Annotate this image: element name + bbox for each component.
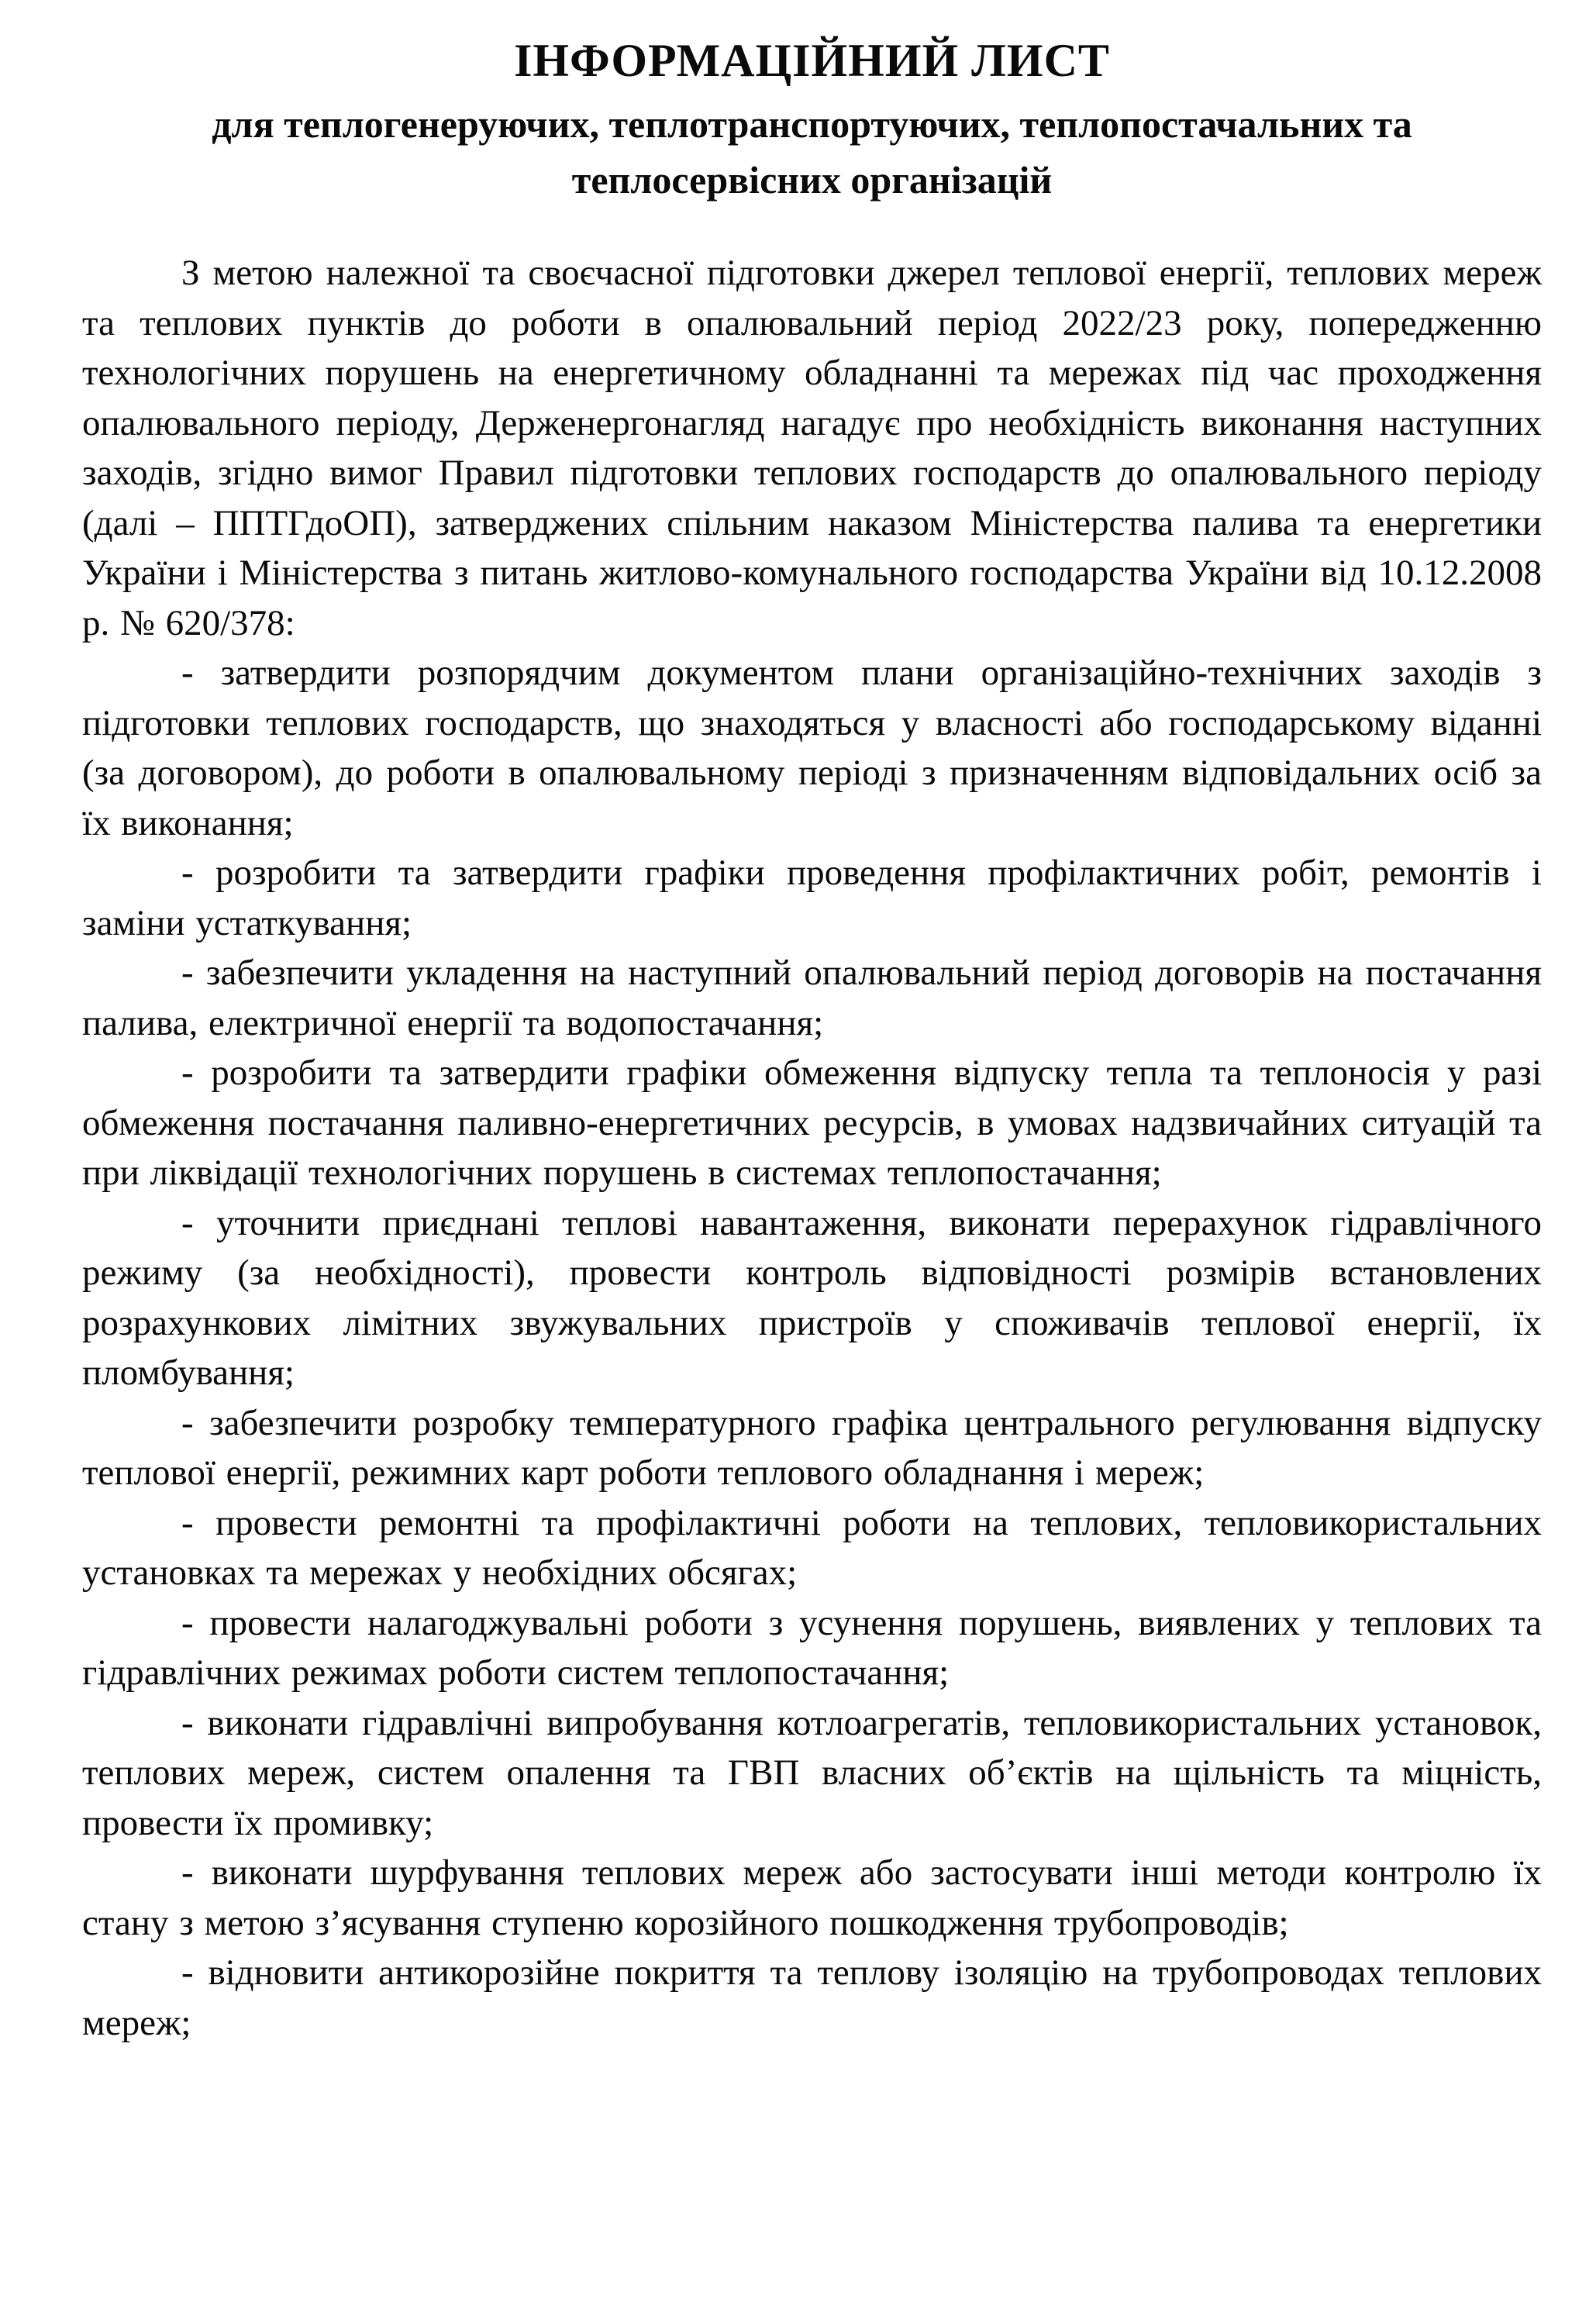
document-subtitle: для теплогенеруючих, теплотранспортуючих, теплопостачальних та теплосервісних організацій bbox=[212, 102, 1412, 202]
intro-paragraph: З метою належної та своєчасної підготовки джерел теплової енергії, теплових мереж та теплових пунктів до роботи в опалювальний період 2022/23 року, попередженню технологічних порушень на енергетичному обладнанні та мережах під час проходження опалювального періоду, Держенергонагляд нагадує про необхідність виконання наступних заходів, згідно вимог Правил підготовки теплових господарств до опалювального періоду (далі – ППТГдоОП), затверджених спільним наказом Міністерства палива та енергетики України і Міністерства з питань житлово-комунального господарства України від 10.12.2008 р. № 620/378: bbox=[82, 253, 1542, 643]
document-title: ІНФОРМАЦІЙНИЙ ЛИСТ bbox=[514, 35, 1110, 86]
measure-item: - уточнити приєднані теплові навантаження, виконати перерахунок гідравлічного режиму (за необхідності), провести контроль відповідності розмірів встановлених розрахункових лімітних звужувальних пристроїв у споживачів теплової енергії, їх пломбування; bbox=[82, 1202, 1542, 1393]
measure-item: - провести налагоджувальні роботи з усунення порушень, виявлених у теплових та гідравлічних режимах роботи систем теплопостачання; bbox=[82, 1602, 1542, 1693]
measure-item: - розробити та затвердити графіки обмеження відпуску тепла та теплоносія у разі обмеження постачання паливно-енергетичних ресурсів, в умовах надзвичайних ситуацій та при ліквідації технологічних порушень в системах теплопостачання; bbox=[82, 1053, 1542, 1193]
measure-item: - забезпечити укладення на наступний опалювальний період договорів на постачання палива, електричної енергії та водопостачання; bbox=[82, 953, 1542, 1043]
measure-item: - провести ремонтні та профілактичні роботи на теплових, тепловикористальних установках та мережах у необхідних обсягах; bbox=[82, 1502, 1542, 1593]
measure-item: - відновити антикорозійне покриття та теплову ізоляцію на трубопроводах теплових мереж; bbox=[82, 1952, 1542, 2043]
measure-item: - виконати шурфування теплових мереж або застосувати інші методи контролю їх стану з метою з’ясування ступеню корозійного пошкодження трубопроводів; bbox=[82, 1852, 1542, 1943]
measure-item: - затвердити розпорядчим документом плани організаційно-технічних заходів з підготовки теплових господарств, що знаходяться у власності або господарському віданні (за договором), до роботи в опалювальному періоді з призначенням відповідальних осіб за їх виконання; bbox=[82, 653, 1542, 843]
measure-item: - забезпечити розробку температурного графіка центрального регулювання відпуску теплової енергії, режимних карт роботи теплового обладнання і мереж; bbox=[82, 1402, 1542, 1493]
measure-item: - виконати гідравлічні випробування котлоагрегатів, тепловикористальних установок, теплових мереж, систем опалення та ГВП власних об’єктів на щільність та міцність, провести їх промивку; bbox=[82, 1702, 1542, 1843]
measure-item: - розробити та затвердити графіки проведення профілактичних робіт, ремонтів і заміни устаткування; bbox=[82, 853, 1542, 943]
